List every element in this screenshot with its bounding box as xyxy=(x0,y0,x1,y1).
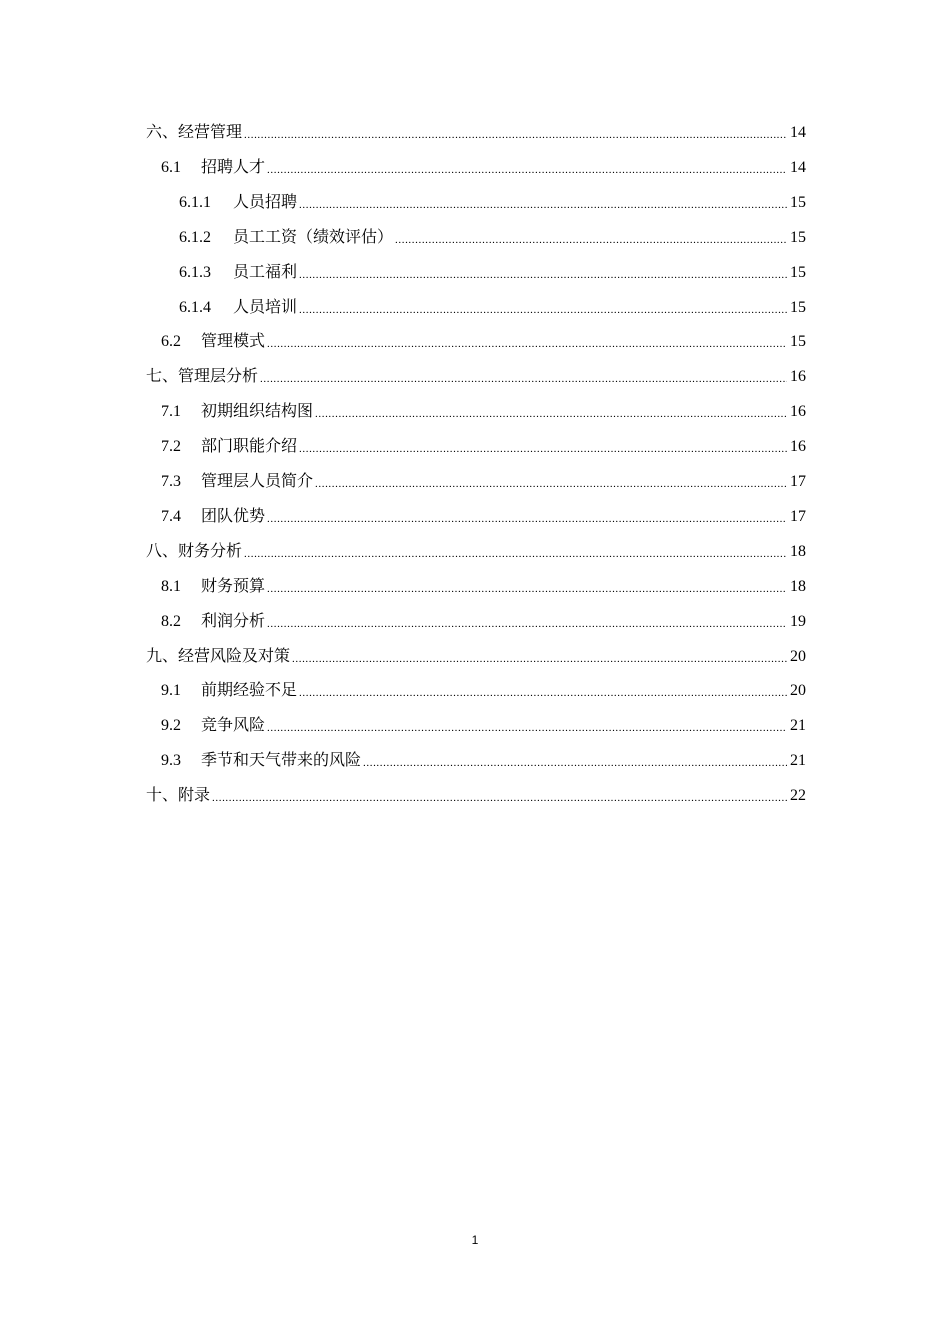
toc-entry[interactable] xyxy=(146,637,806,667)
toc-dot-leader xyxy=(267,577,787,597)
toc-entry[interactable] xyxy=(161,497,806,527)
toc-entry-title: 六、经营管理 xyxy=(146,124,243,141)
toc-dot-leader xyxy=(267,716,787,736)
toc-entry-title: 人员招聘 xyxy=(233,193,298,211)
toc-entry-number: 9.3 xyxy=(161,752,181,770)
toc-dot-leader xyxy=(267,507,787,527)
toc-entry[interactable] xyxy=(161,462,806,492)
toc-entry-title: 九、经营风险及对策 xyxy=(146,647,291,665)
toc-entry-page-number: 15 xyxy=(790,333,806,351)
toc-entry[interactable] xyxy=(146,113,806,143)
toc-entry-page-number: 20 xyxy=(790,647,806,665)
toc-entry-page-number: 20 xyxy=(790,682,806,700)
toc-entry-title: 招聘人才 xyxy=(201,158,266,176)
toc-entry-title: 季节和天气带来的风险 xyxy=(201,752,362,770)
toc-entry[interactable] xyxy=(161,706,806,736)
toc-entry-title: 管理模式 xyxy=(201,333,266,351)
toc-entry[interactable] xyxy=(161,567,806,597)
toc-entry-title: 利润分析 xyxy=(201,612,266,630)
toc-entry-number: 7.3 xyxy=(161,473,181,490)
toc-entry-page-number: 15 xyxy=(790,263,806,281)
toc-entry-title: 竞争风险 xyxy=(201,717,266,735)
toc-entry-number: 8.1 xyxy=(161,577,181,595)
toc-dot-leader xyxy=(267,612,787,632)
toc-entry-page-number: 15 xyxy=(790,298,806,316)
toc-entry-page-number: 18 xyxy=(790,577,806,595)
toc-entry-page-number: 15 xyxy=(790,193,806,211)
toc-entry-title: 员工工资（绩效评估） xyxy=(233,228,394,246)
toc-entry[interactable] xyxy=(146,357,806,387)
toc-dot-leader xyxy=(315,472,787,492)
toc-entry[interactable] xyxy=(179,253,806,283)
toc-dot-leader xyxy=(212,786,787,806)
toc-entry-page-number: 14 xyxy=(790,124,806,141)
toc-entry-page-number: 21 xyxy=(790,717,806,735)
toc-entry[interactable] xyxy=(179,183,806,213)
toc-dot-leader xyxy=(299,263,787,283)
toc-entry-page-number: 16 xyxy=(790,438,806,456)
toc-entry-title: 前期经验不足 xyxy=(201,682,298,700)
toc-entry-title: 十、附录 xyxy=(146,787,211,805)
toc-entry-page-number: 16 xyxy=(790,368,806,386)
toc-dot-leader xyxy=(363,751,787,771)
toc-entry-number: 9.1 xyxy=(161,682,181,700)
toc-dot-leader xyxy=(267,332,787,352)
toc-entry-page-number: 17 xyxy=(790,507,806,525)
toc-entry-title: 管理层人员简介 xyxy=(201,473,314,490)
toc-dot-leader xyxy=(315,402,787,422)
toc-entry-page-number: 18 xyxy=(790,542,806,560)
page-number: 1 xyxy=(471,1233,479,1247)
toc-entry-page-number: 21 xyxy=(790,752,806,770)
toc-entry[interactable] xyxy=(161,602,806,632)
toc-entry-title: 八、财务分析 xyxy=(146,542,243,560)
toc-dot-leader xyxy=(267,158,787,178)
toc-entry-title: 财务预算 xyxy=(201,577,266,595)
toc-entry-title: 团队优势 xyxy=(201,507,266,525)
toc-entry-number: 6.1.4 xyxy=(179,298,211,316)
toc-dot-leader xyxy=(260,367,787,387)
toc-entry[interactable] xyxy=(179,218,806,248)
toc-entry-page-number: 22 xyxy=(790,787,806,805)
toc-entry-number: 6.1.1 xyxy=(179,193,211,211)
toc-entry[interactable] xyxy=(161,392,806,422)
toc-dot-leader xyxy=(244,123,787,143)
toc-entry[interactable] xyxy=(146,532,806,562)
toc-entry-number: 6.2 xyxy=(161,333,181,351)
toc-entry-number: 8.2 xyxy=(161,612,181,630)
toc-dot-leader xyxy=(299,681,787,701)
toc-entry-number: 7.1 xyxy=(161,403,181,421)
toc-entry-page-number: 15 xyxy=(790,228,806,246)
toc-entry-title: 员工福利 xyxy=(233,263,298,281)
toc-entry-number: 6.1.2 xyxy=(179,228,211,246)
toc-entry-number: 7.2 xyxy=(161,438,181,456)
toc-entry[interactable] xyxy=(179,288,806,318)
toc-entry-page-number: 17 xyxy=(790,473,806,490)
toc-entry-title: 人员培训 xyxy=(233,298,298,316)
toc-dot-leader xyxy=(292,647,787,667)
toc-dot-leader xyxy=(395,228,787,248)
toc-dot-leader xyxy=(299,193,787,213)
toc-entry[interactable] xyxy=(161,671,806,701)
toc-entry[interactable] xyxy=(146,776,806,806)
toc-dot-leader xyxy=(244,542,787,562)
toc-entry[interactable] xyxy=(161,741,806,771)
toc-entry-title: 初期组织结构图 xyxy=(201,403,314,421)
toc-entry-number: 9.2 xyxy=(161,717,181,735)
toc-dot-leader xyxy=(299,298,787,318)
toc-entry-title: 七、管理层分析 xyxy=(146,368,259,386)
toc-entry[interactable] xyxy=(161,427,806,457)
toc-entry-page-number: 14 xyxy=(790,158,806,176)
toc-entry[interactable] xyxy=(161,322,806,352)
toc-entry[interactable] xyxy=(161,148,806,178)
toc-entry-number: 6.1.3 xyxy=(179,263,211,281)
toc-entry-page-number: 19 xyxy=(790,612,806,630)
toc-entry-number: 6.1 xyxy=(161,158,181,176)
toc-entry-page-number: 16 xyxy=(790,403,806,421)
toc-entry-title: 部门职能介绍 xyxy=(201,438,298,456)
toc-entry-number: 7.4 xyxy=(161,507,181,525)
toc-dot-leader xyxy=(299,437,787,457)
